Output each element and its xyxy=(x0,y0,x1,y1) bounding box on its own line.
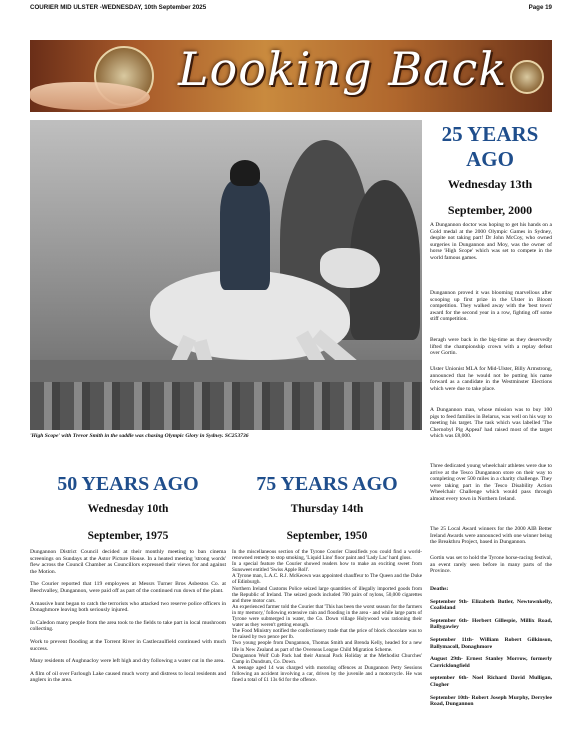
horse-jump-photo xyxy=(30,120,422,430)
article-paragraph: The Food Ministry notified the confectionery trade that the price of block chocolate was to be raised by two pence per lb. xyxy=(232,628,422,641)
article-paragraph: Many residents of Aughnacloy were left high and dry following a water cut in the area. xyxy=(30,658,225,665)
article-paragraph: Two young people from Dungannon, Thomas Smith and Brenda Kelly, headed for a new life in New Zealand as part of the Overseas League Child Migration Scheme. xyxy=(232,640,422,653)
section-75-day: Thursday 14th xyxy=(290,503,364,515)
section-25-day: Wednesday 13th xyxy=(447,177,533,191)
deaths-list xyxy=(430,586,552,714)
clock-icon xyxy=(510,60,544,94)
article-paragraph: The Courier reported that 119 employees at Messrs Turner Bros Asbestos Co. at Beechvalley, Dungannon, were paid off as part of the continued run down of the plant. xyxy=(30,581,226,594)
article-paragraph: Ulster Unionist MLA for Mid-Ulster, Billy Armstrong, announced that he would not be putting his name forward as a candidate in the Westminster Elections which were due to take place. xyxy=(430,366,552,392)
hand-icon xyxy=(30,82,150,110)
section-50-articles xyxy=(30,549,226,690)
article-paragraph: The 25 Local Award winners for the 2000 AIB Better Ireland Awards were announced with one winner being the Breakthru Project, based in Dungannon. xyxy=(430,526,552,546)
photo-caption: 'High Scope' with Trevor Smith in the saddle was chasing Olympic Glory in Sydney. SC253736 xyxy=(30,433,249,439)
article-paragraph: In a special feature the Courier showed readers how to make an exciting sweet from Sunsweet entitled 'Swiss Apple Roll'. xyxy=(232,561,422,574)
section-75-articles xyxy=(232,549,422,683)
death-notice: August 29th- Ernest Stanley Morrow, formerly Carricklongfield xyxy=(430,656,552,669)
section-25-header xyxy=(428,122,552,218)
deaths-heading: Deaths: xyxy=(430,586,449,592)
article-paragraph: Beragh were back in the big-time as they deservedly lifted the championship crown with a replay defeat over Gortin. xyxy=(430,337,552,357)
article-paragraph: A Tyrone man, L.A.C. R.J. McKeown was appointed chauffeur to The Queen and the Duke of Edinburgh. xyxy=(232,573,422,586)
page-number: Page 19 xyxy=(528,4,552,11)
article-paragraph: In Caledon many people from the area took to the fields to take part in local mushroom collecting. xyxy=(30,619,226,633)
section-25-date: September, 2000 xyxy=(447,203,533,217)
article-paragraph: A teenage aged 14 was charged with motoring offences at Dungannon Petty Sessions following an accident involving a car, driven by the juvenile and a motorcycle. He was fined a total of £1 13s 6d for the offence. xyxy=(232,664,422,683)
article-paragraph: Work to prevent flooding at the Torrent River in Castlecaulfield continued with much success. xyxy=(30,638,226,652)
article-paragraph: A Dungannon doctor was hoping to get his hands on a Gold medal at the 2000 Olympic Games in Sydney, despite not taking part! Dr John McCoy, who owned surgeries in Dungannon and Moy, was the owner of horse 'High Scope' which was set to compete in the world famous games. xyxy=(430,222,552,261)
section-50-date: September, 1975 xyxy=(87,530,169,542)
section-50-heading: 50 YEARS AGO xyxy=(57,473,199,495)
article-paragraph: Dungannon proved it was blooming marvellous after scooping up first prize in the Ulster in Bloom competition. They walked away with the 'best town' award for the second year in a row, fighting off some stiff competition. xyxy=(430,290,552,323)
death-notice: September 9th- Elizabeth Butler, Newtownkelly, Coalisland xyxy=(430,598,552,612)
section-75-date: September, 1950 xyxy=(286,530,368,542)
article-paragraph: Northern Ireland Customs Police seized large quantities of illegally imported goods from the Republic of Ireland. The seized goods included 700 pairs of nylons, 50,000 cigarettes and three motor cars. xyxy=(232,585,422,604)
section-25-heading: 25 YEARS AGO xyxy=(441,122,539,171)
publication-line: COURIER MID ULSTER -WEDNESDAY, 10th September 2025 xyxy=(30,4,207,11)
death-notice: September 11th- William Robert Gilkinson, Ballymacoll, Donaghmore xyxy=(430,636,552,650)
section-75-header xyxy=(232,472,422,544)
article-paragraph: Dungannon Wolf Cub Pack had their Annual Pack Holiday at the Methodist Churches' Camp in Dundrum, Co. Down. xyxy=(232,652,422,665)
article-paragraph: Gortin was set to hold the Tyrone horse-racing festival, an event rarely seen before in many parts of the Province. xyxy=(430,555,552,575)
death-notice: september 6th- Noel Richard David Mulligan, Clogher xyxy=(430,675,552,688)
article-paragraph: In the miscellaneous section of the Tyrone Courier Classifieds you could find a world-renowned remedy to stop smoking, 'Liquid Lino' floor paint and 'Lady Lac' hard gloss. xyxy=(232,549,422,562)
article-paragraph: A Dungannon man, whose mission was to buy 100 pigs to feed families in Belarus, was well on his way to meeting his target. The task which was labelled 'The Chernobyl Pig Appeal' had raised most of the target which was £8,000. xyxy=(430,407,552,440)
article-paragraph: Dungannon District Council decided at their monthly meeting to ban cinema screenings on Sundays at the Astor Picture House. In a heated meeting 'strong words' flew across the Council Chamber as Councillors expressed their views for and against the Motion. xyxy=(30,549,226,575)
section-50-day: Wednesday 10th xyxy=(87,503,169,515)
article-paragraph: Three dedicated young wheelchair athletes were due to arrive at the Tesco Dungannon store on their way to completing over 500 miles in a charity challenge. They were taking part in the Tesco Disability Action Wheelchair Challenge which would pass through almost every town in Northern Ireland. xyxy=(430,463,552,502)
article-paragraph: A massive hunt began to catch the terrorists who attacked two reserve police officers in Donaghmore leaving both seriously injured. xyxy=(30,600,226,614)
page-header xyxy=(30,4,552,14)
section-75-heading: 75 YEARS AGO xyxy=(256,473,398,495)
article-paragraph: A film of oil over Farlough Lake caused much worry and distress to local residents and anglers in the area. xyxy=(30,670,226,684)
banner-title: Looking Back xyxy=(178,42,508,96)
death-notice: September 10th- Robert Joseph Murphy, Derrylee Road, Dungannon xyxy=(430,694,552,708)
looking-back-banner xyxy=(30,40,552,112)
section-50-header xyxy=(30,472,226,544)
death-notice: September 6th- Herbert Gillespie, Millix Road, Ballygawley xyxy=(430,617,552,631)
article-paragraph: An experienced farmer told the Courier that 'This has been the worst season for the farmers in my memory,' following extensive rain and flooding in the area - and while large parts of Tyrone were submerged in water, the Co. Down village Holywood was rationing their water as they weren't getting enough. xyxy=(232,603,422,629)
